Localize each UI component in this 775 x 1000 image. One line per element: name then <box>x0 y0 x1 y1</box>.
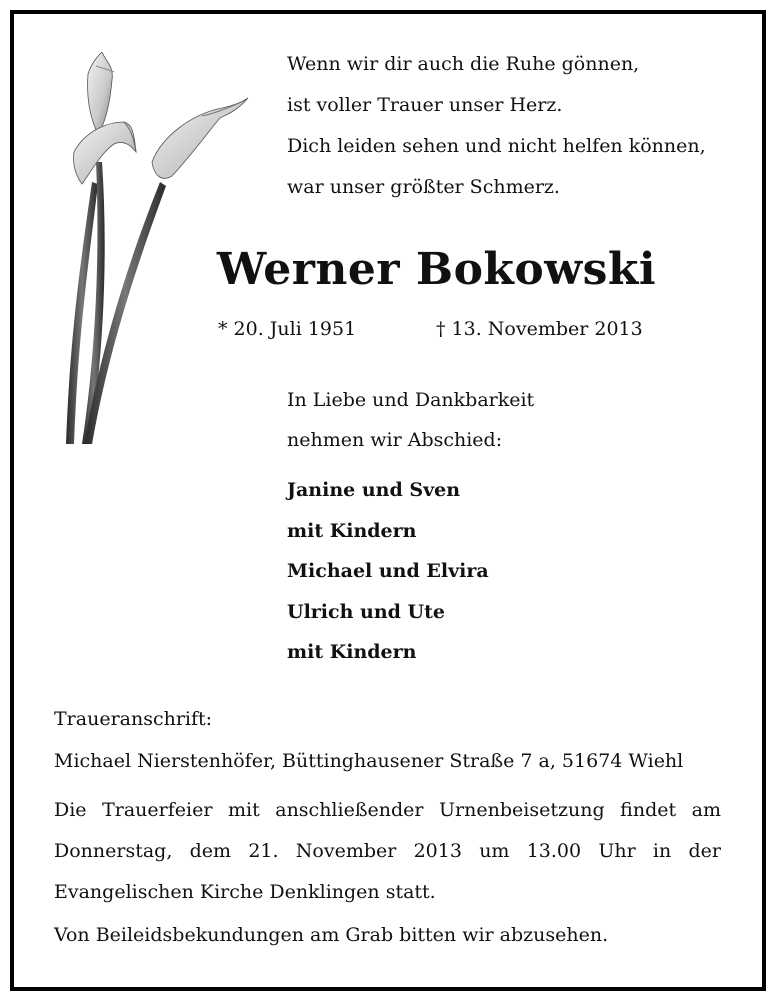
deceased-name: Werner Bokowski <box>216 244 657 295</box>
address-label: Traueranschrift: <box>54 708 213 730</box>
address-text: Michael Nierstenhöfer, Büttinghausener Straße 7 a, 51674 Wiehl <box>54 750 684 772</box>
mourner-entry: mit Kindern <box>287 519 417 542</box>
mourner-entry: Janine und Sven <box>287 479 461 501</box>
condolence-note: Von Beileidsbekundungen am Grab bitten wir abzusehen. <box>54 924 609 946</box>
death-date: † 13. November 2013 <box>436 318 643 340</box>
birth-date: * 20. Juli 1951 <box>218 318 357 340</box>
intro-line: In Liebe und Dankbarkeit <box>287 389 535 411</box>
mourners-list <box>287 470 489 673</box>
ceremony-line: Die Trauerfeier mit anschließender Urnenbeisetzung findet am <box>54 799 721 821</box>
mourner-entry: Ulrich und Ute <box>287 600 445 623</box>
poem-block <box>287 44 737 208</box>
mourner-entry: Michael und Elvira <box>287 560 489 582</box>
mourner-entry: mit Kindern <box>287 641 417 663</box>
mourning-address <box>54 698 724 782</box>
funeral-ceremony-info <box>54 790 721 913</box>
poem-line: Wenn wir dir auch die Ruhe gönnen, <box>287 53 640 75</box>
ceremony-line: Evangelischen Kirche Denklingen statt. <box>54 881 436 903</box>
poem-line: war unser größter Schmerz. <box>287 176 560 198</box>
intro-line: nehmen wir Abschied: <box>287 429 503 451</box>
farewell-intro <box>287 380 534 460</box>
ceremony-line: Donnerstag, dem 21. November 2013 um 13.00 Uhr in der <box>54 840 721 862</box>
poem-line: ist voller Trauer unser Herz. <box>287 94 563 116</box>
poem-line: Dich leiden sehen und nicht helfen können, <box>287 135 706 157</box>
